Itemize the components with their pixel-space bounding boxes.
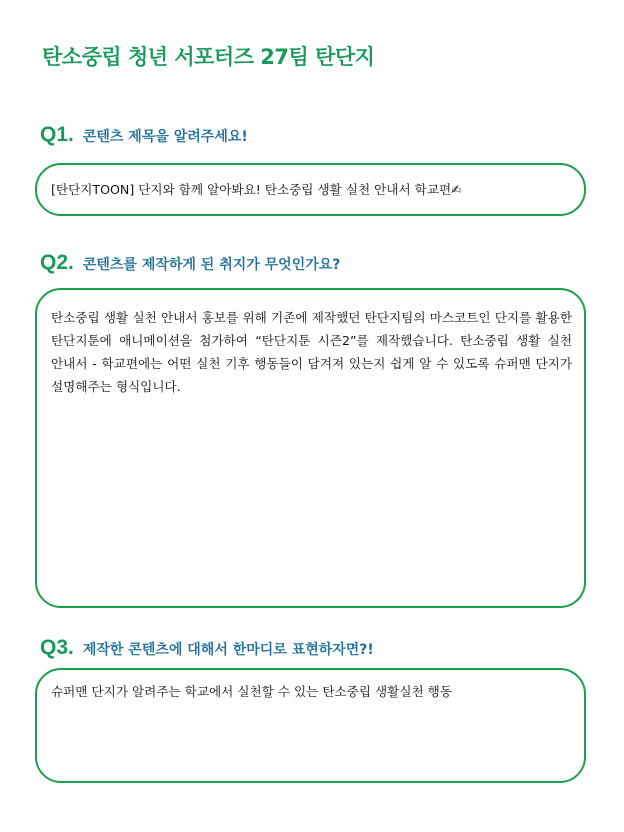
question-1-heading: [40, 123, 248, 147]
question-3-heading: [40, 636, 374, 660]
question-2-text: 콘텐츠를 제작하게 된 취지가 무엇인가요?: [82, 257, 341, 273]
answer-2-box: [35, 288, 586, 608]
answer-1-text: [탄단지TOON] 단지와 함께 알아봐요! 탄소중립 생활 실천 안내서 학교편✍: [51, 182, 462, 197]
question-1-text: 콘텐츠 제목을 알려주세요!: [82, 129, 248, 145]
question-2-number: Q2.: [40, 251, 74, 274]
answer-1-box: [35, 163, 586, 216]
question-3-text: 제작한 콘텐츠에 대해서 한마디로 표현하자면?!: [82, 642, 374, 658]
answer-3-text: 슈퍼맨 단지가 알려주는 학교에서 실천할 수 있는 탄소중립 생활실천 행동: [51, 684, 452, 699]
question-3-number: Q3.: [40, 636, 74, 659]
answer-2-text: 탄소중립 생활 실천 안내서 홍보를 위해 기존에 제작했던 탄단지팀의 마스코트인 단지를 활용한 탄단지툰에 애니메이션을 첨가하여 “탄단지툰 시즌2”를 제작했습니다. 탄소중립 생활 실천 안내서 - 학교편에는 어떤 실천 기후 행동들이 담겨져 있는지 쉽게 알 수 있도록 슈퍼맨 단지가 설명해주는 형식입니다.: [51, 310, 572, 394]
question-1-number: Q1.: [40, 123, 74, 146]
question-2-heading: [40, 251, 340, 275]
answer-3-box: [35, 668, 586, 783]
page-title: 탄소중립 청년 서포터즈 27팀 탄단지: [42, 45, 375, 69]
